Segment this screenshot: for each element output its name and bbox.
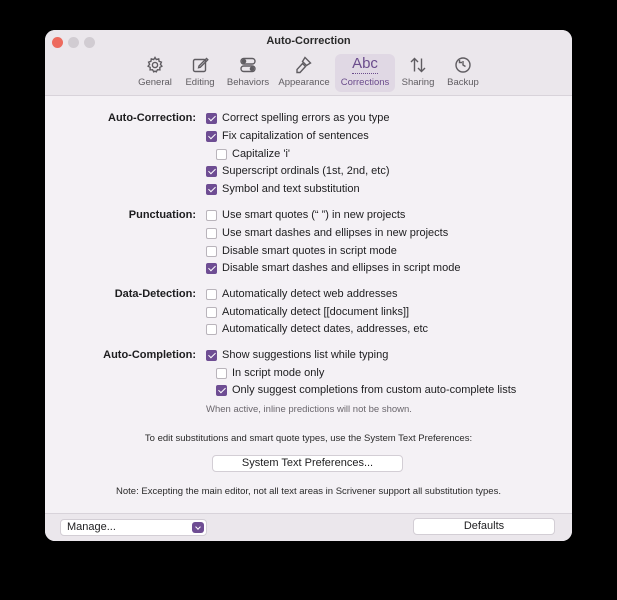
abc-spelling-icon: Abc (352, 55, 378, 72)
tab-corrections-label: Corrections (340, 77, 390, 88)
checkbox-label: Capitalize 'i' (232, 148, 291, 160)
script-mode-only-checkbox[interactable] (216, 367, 324, 379)
checkbox-label: Superscript ordinals (1st, 2nd, etc) (222, 165, 390, 177)
tab-backup[interactable] (443, 54, 483, 92)
substitution-note: Note: Excepting the main editor, not all text areas in Scrivener support all substitution types. (116, 486, 501, 497)
checkbox-label: Use smart dashes and ellipses in new projects (222, 227, 449, 239)
fix-capitalization-checkbox[interactable] (206, 130, 369, 142)
tab-editing[interactable] (180, 54, 220, 92)
defaults-button[interactable]: Defaults (413, 518, 555, 535)
checkbox-box[interactable] (206, 131, 217, 142)
detect-dates-addresses-checkbox[interactable] (206, 323, 428, 335)
checkbox-box[interactable] (206, 307, 217, 318)
disable-smart-dashes-script-checkbox[interactable] (206, 262, 460, 274)
checkbox-label: Symbol and text substitution (222, 183, 360, 195)
punctuation-label: Punctuation: (128, 209, 196, 221)
tab-behaviors[interactable] (224, 54, 272, 92)
show-suggestions-checkbox[interactable] (206, 349, 388, 361)
checkbox-box[interactable] (206, 113, 217, 124)
checkbox-box[interactable] (206, 166, 217, 177)
detect-document-links-checkbox[interactable] (206, 306, 409, 318)
checkbox-box[interactable] (206, 210, 217, 221)
checkbox-box[interactable] (206, 350, 217, 361)
checkbox-box[interactable] (206, 246, 217, 257)
correct-spelling-checkbox[interactable] (206, 112, 390, 124)
pencil-square-icon (190, 55, 210, 75)
manage-popup-button[interactable] (60, 519, 207, 536)
checkbox-box[interactable] (206, 289, 217, 300)
tab-appearance[interactable] (277, 54, 331, 92)
checkbox-label: Automatically detect dates, addresses, etc (222, 323, 429, 335)
up-down-arrows-icon (408, 55, 428, 75)
checkbox-box[interactable] (206, 184, 217, 195)
detect-web-addresses-checkbox[interactable] (206, 288, 397, 300)
symbol-substitution-checkbox[interactable] (206, 183, 360, 195)
checkbox-label: Show suggestions list while typing (222, 349, 389, 361)
checkbox-box[interactable] (206, 324, 217, 335)
tab-general[interactable] (135, 54, 175, 92)
tab-sharing[interactable] (398, 54, 438, 92)
gear-icon (145, 55, 165, 75)
checkbox-box[interactable] (216, 385, 227, 396)
chevron-down-icon (192, 522, 204, 533)
data-detection-label: Data-Detection: (114, 288, 196, 300)
checkbox-label: Automatically detect web addresses (222, 288, 398, 300)
checkbox-label: In script mode only (232, 367, 325, 379)
auto-completion-label: Auto-Completion: (103, 349, 196, 361)
auto-correction-label: Auto-Correction: (108, 112, 196, 124)
capitalize-i-checkbox[interactable] (216, 148, 290, 160)
tab-editing-label: Editing (185, 77, 215, 88)
footer-bar (45, 513, 572, 541)
custom-completions-checkbox[interactable] (216, 384, 516, 396)
title-bar (45, 30, 572, 96)
checkbox-label: Fix capitalization of sentences (222, 130, 369, 142)
corrections-pane (45, 97, 572, 512)
system-text-preferences-button[interactable]: System Text Preferences... (212, 455, 403, 472)
backup-clock-icon (453, 55, 473, 75)
tab-appearance-label: Appearance (278, 77, 330, 88)
system-prefs-info: To edit substitutions and smart quote types, use the System Text Preferences: (144, 433, 473, 444)
tab-backup-label: Backup (447, 77, 479, 88)
preferences-toolbar (45, 54, 572, 94)
checkbox-box[interactable] (216, 368, 227, 379)
manage-label: Manage... (67, 521, 116, 533)
tab-general-label: General (138, 77, 172, 88)
checkbox-box[interactable] (206, 263, 217, 274)
window-title: Auto-Correction (266, 35, 351, 47)
checkbox-label: Only suggest completions from custom auto-complete lists (232, 384, 517, 396)
toggles-icon (238, 55, 258, 75)
tab-sharing-label: Sharing (401, 77, 435, 88)
checkbox-box[interactable] (206, 228, 217, 239)
superscript-ordinals-checkbox[interactable] (206, 165, 390, 177)
auto-completion-hint: When active, inline predictions will not be shown. (206, 404, 412, 415)
tab-corrections[interactable] (335, 54, 395, 92)
paintbrush-icon (294, 55, 314, 75)
disable-smart-quotes-script-checkbox[interactable] (206, 245, 397, 257)
tab-behaviors-label: Behaviors (226, 77, 270, 88)
checkbox-label: Disable smart quotes in script mode (222, 245, 397, 257)
checkbox-label: Disable smart dashes and ellipses in script mode (222, 262, 461, 274)
preferences-window (45, 30, 572, 541)
smart-quotes-checkbox[interactable] (206, 209, 405, 221)
checkbox-label: Use smart quotes (“ ”) in new projects (222, 209, 406, 221)
checkbox-label: Correct spelling errors as you type (222, 112, 390, 124)
checkbox-box[interactable] (216, 149, 227, 160)
smart-dashes-checkbox[interactable] (206, 227, 448, 239)
checkbox-label: Automatically detect [[document links]] (222, 306, 410, 318)
